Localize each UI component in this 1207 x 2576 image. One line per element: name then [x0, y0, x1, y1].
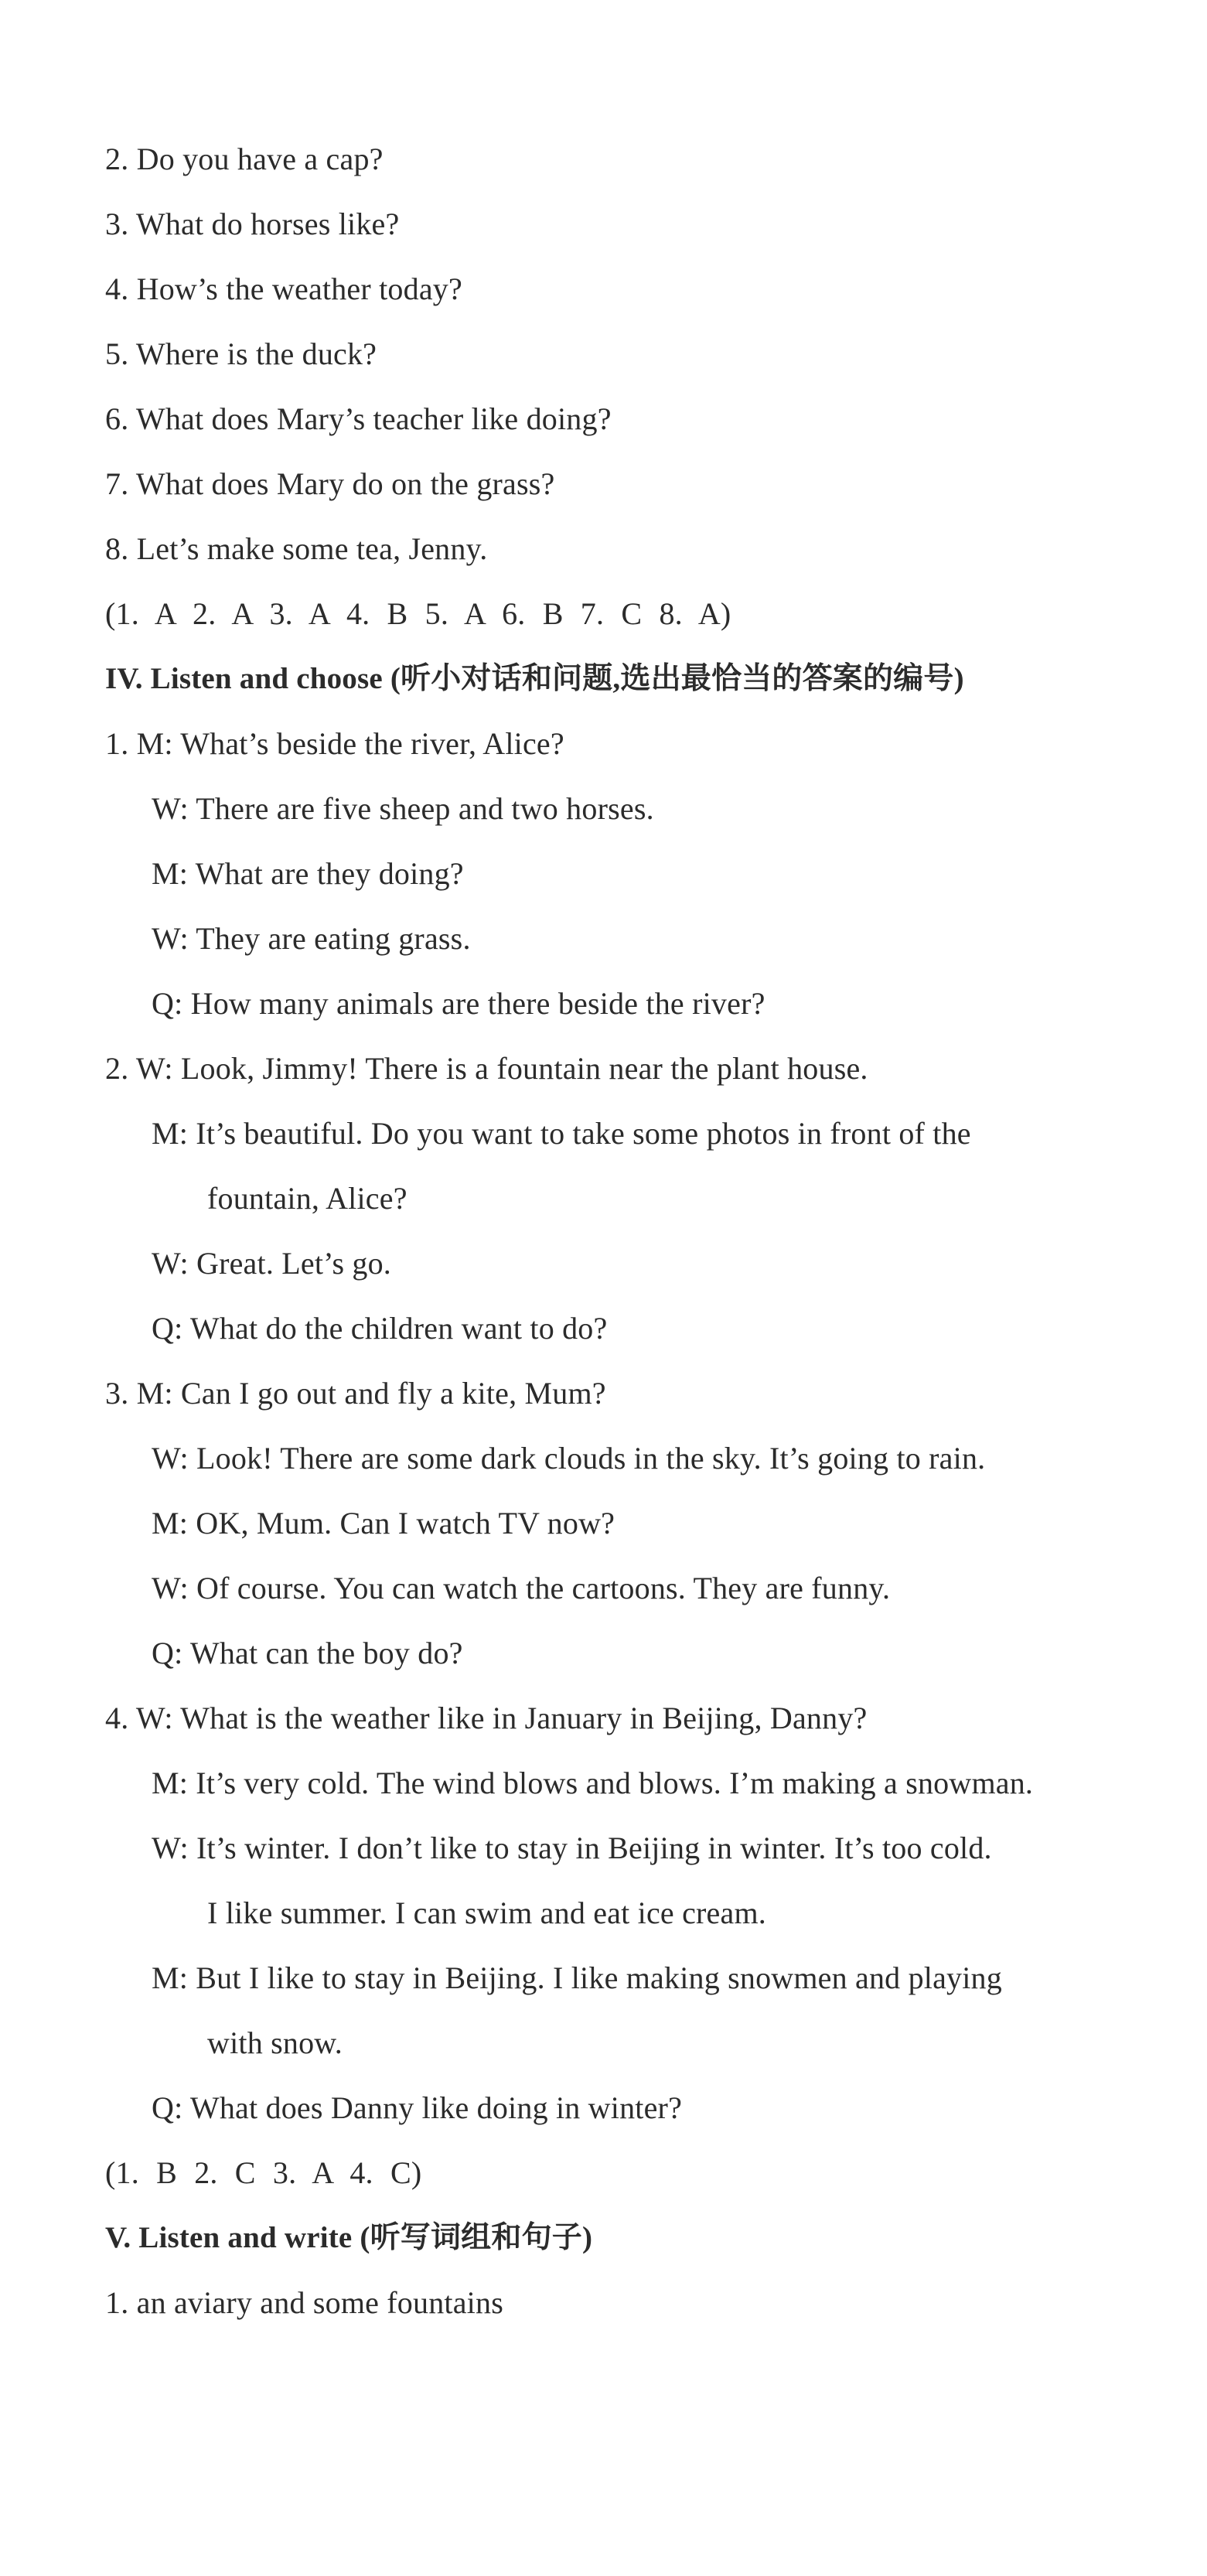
- dialogue-4-line-3: [152, 1830, 992, 1867]
- item-text: an aviary and some fountains: [136, 2285, 503, 2320]
- dialogue-2-question: [152, 1310, 607, 1347]
- question-number: 5.: [105, 336, 129, 371]
- dialogue-text: What are they doing?: [195, 856, 464, 891]
- question-3: [105, 206, 399, 243]
- dialogue-2-line-1: [105, 1050, 868, 1087]
- question-6: [105, 401, 612, 438]
- question-7: [105, 466, 555, 503]
- answers-section-4: (1. B 2. C 3. A 4. C): [105, 2155, 422, 2190]
- dialogue-3-line-1: [105, 1375, 606, 1412]
- speaker: Q:: [152, 1636, 183, 1670]
- dialogue-text: It’s beautiful. Do you want to take some photos in front of the: [196, 1116, 971, 1151]
- dialogue-4-question: [152, 2090, 682, 2127]
- item-number: 3.: [105, 1376, 129, 1411]
- dialogue-text: It’s very cold. The wind blows and blows. I’m making a snowman.: [196, 1766, 1034, 1800]
- item-number: 1.: [105, 726, 129, 761]
- dialogue-4-line-4-cont: with snow.: [207, 2025, 343, 2060]
- dialogue-1-line-2: [152, 790, 654, 827]
- speaker: M:: [152, 1766, 189, 1800]
- dialogue-1-line-3: [152, 855, 464, 892]
- speaker: W:: [135, 1051, 173, 1086]
- dialogue-text: Look, Jimmy! There is a fountain near the plant house.: [180, 1051, 868, 1086]
- dialogue-4-line-3-cont: I like summer. I can swim and eat ice cream.: [207, 1895, 766, 1930]
- dialogue-text: Of course. You can watch the cartoons. They are funny.: [196, 1571, 891, 1605]
- dialogue-text: OK, Mum. Can I watch TV now?: [196, 1506, 615, 1540]
- dialogue-text: What does Danny like doing in winter?: [189, 2090, 683, 2125]
- speaker: W:: [152, 1830, 189, 1865]
- speaker: M:: [152, 856, 189, 891]
- question-4: [105, 271, 462, 308]
- question-number: 3.: [105, 206, 129, 241]
- question-text: How’s the weather today?: [136, 271, 462, 306]
- dialogue-1-line-4: [152, 920, 471, 957]
- dialogue-text: What is the weather like in January in Beijing, Danny?: [180, 1701, 868, 1735]
- speaker: Q:: [152, 1311, 183, 1346]
- question-number: 4.: [105, 271, 129, 306]
- dialogue-text: How many animals are there beside the river?: [190, 986, 765, 1021]
- question-8: [105, 531, 487, 568]
- dialogue-3-line-4: [152, 1570, 890, 1607]
- dialogue-text: What’s beside the river, Alice?: [180, 726, 564, 761]
- speaker: M:: [136, 1376, 173, 1411]
- item-number: 2.: [105, 1051, 129, 1086]
- question-text: Let’s make some tea, Jenny.: [136, 531, 488, 566]
- dialogue-text: But I like to stay in Beijing. I like making snowmen and playing: [196, 1960, 1002, 1995]
- answers-section-3: (1. A 2. A 3. A 4. B 5. A 6. B 7. C 8. A): [105, 596, 731, 631]
- question-number: 2.: [105, 142, 129, 176]
- question-text: What does Mary’s teacher like doing?: [135, 401, 612, 436]
- dialogue-1-line-1: [105, 725, 564, 763]
- speaker: M:: [136, 726, 173, 761]
- question-5: [105, 336, 377, 373]
- dialogue-text: Look! There are some dark clouds in the sky. It’s going to rain.: [196, 1441, 986, 1476]
- dialogue-2-line-3: [152, 1245, 391, 1282]
- item-number: 4.: [105, 1701, 129, 1735]
- speaker: Q:: [152, 2090, 183, 2125]
- dialogue-text: What can the boy do?: [189, 1636, 463, 1670]
- question-number: 6.: [105, 401, 129, 436]
- dialogue-text: Great. Let’s go.: [196, 1246, 392, 1281]
- speaker: W:: [135, 1701, 173, 1735]
- question-2: [105, 141, 384, 178]
- question-text: Do you have a cap?: [136, 142, 384, 176]
- speaker: M:: [152, 1116, 189, 1151]
- speaker: M:: [152, 1960, 189, 1995]
- section-4-heading: IV. Listen and choose (听小对话和问题,选出最恰当的答案的编号): [105, 662, 964, 695]
- speaker: W:: [152, 1571, 189, 1605]
- dialogue-text: There are five sheep and two horses.: [196, 791, 654, 826]
- question-number: 7.: [105, 466, 129, 501]
- dialogue-4-line-1: [105, 1700, 868, 1737]
- dialogue-1-question: [152, 985, 765, 1022]
- speaker: M:: [152, 1506, 189, 1540]
- section-5-heading: V. Listen and write (听写词组和句子): [105, 2221, 593, 2254]
- speaker: W:: [152, 791, 189, 826]
- dialogue-text: It’s winter. I don’t like to stay in Beijing in winter. It’s too cold.: [196, 1830, 992, 1865]
- dialogue-3-line-2: [152, 1440, 985, 1477]
- question-text: What do horses like?: [135, 206, 400, 241]
- dialogue-2-line-2: [152, 1115, 971, 1152]
- dialogue-2-line-2-cont: fountain, Alice?: [207, 1181, 407, 1216]
- speaker: W:: [152, 1441, 189, 1476]
- question-text: Where is the duck?: [135, 336, 377, 371]
- item-number: 1.: [105, 2285, 129, 2320]
- speaker: Q:: [152, 986, 183, 1021]
- dialogue-3-line-3: [152, 1505, 615, 1542]
- write-item-1: [105, 2284, 503, 2322]
- dialogue-text: Can I go out and fly a kite, Mum?: [180, 1376, 606, 1411]
- dialogue-4-line-2: [152, 1765, 1033, 1802]
- question-number: 8.: [105, 531, 129, 566]
- question-text: What does Mary do on the grass?: [135, 466, 555, 501]
- dialogue-text: What do the children want to do?: [189, 1311, 608, 1346]
- speaker: W:: [152, 1246, 189, 1281]
- dialogue-4-line-4: [152, 1960, 1002, 1997]
- dialogue-3-question: [152, 1635, 463, 1672]
- speaker: W:: [152, 921, 189, 956]
- dialogue-text: They are eating grass.: [196, 921, 471, 956]
